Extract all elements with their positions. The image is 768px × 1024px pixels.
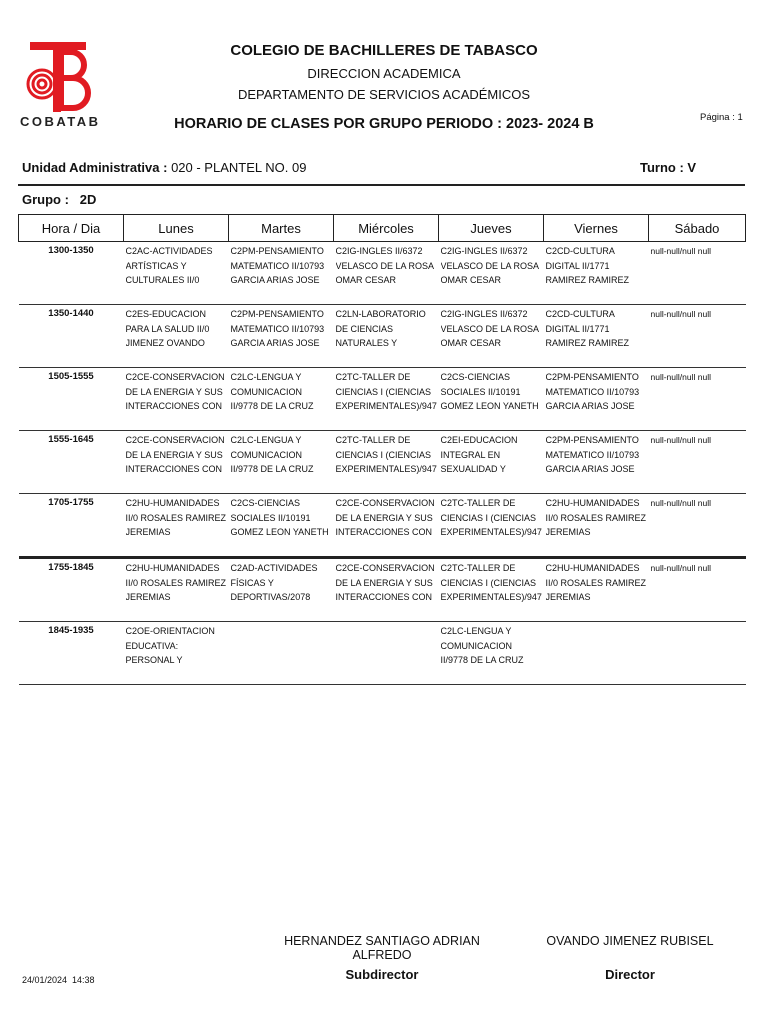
table-row bbox=[19, 242, 746, 305]
class-cell: C2TC-TALLER DE CIENCIAS I (CIENCIAS EXPERIMENTALES)/947 bbox=[334, 368, 439, 431]
grupo-label: Grupo : bbox=[22, 192, 69, 207]
direction-name: DIRECCION ACADEMICA bbox=[307, 66, 461, 81]
unidad-label: Unidad Administrativa : bbox=[22, 160, 168, 175]
class-cell: null-null/null null bbox=[649, 494, 746, 558]
table-row bbox=[19, 305, 746, 368]
class-cell: C2CE-CONSERVACION DE LA ENERGIA Y SUS INTERACCIONES CON bbox=[334, 558, 439, 622]
print-date: 24/01/2024 bbox=[22, 975, 68, 985]
class-cell: C2CD-CULTURA DIGITAL II/1771 RAMIREZ RAMIREZ bbox=[544, 242, 649, 305]
class-cell: C2HU-HUMANIDADES II/0 ROSALES RAMIREZ JEREMIAS bbox=[124, 494, 229, 558]
turno: Turno : V bbox=[640, 160, 697, 175]
class-cell: C2OE-ORIENTACION EDUCATIVA: PERSONAL Y bbox=[124, 622, 229, 685]
class-cell: C2PM-PENSAMIENTO MATEMATICO II/10793 GARCIA ARIAS JOSE bbox=[229, 242, 334, 305]
header-martes: Martes bbox=[229, 215, 334, 242]
hora-cell: 1555-1645 bbox=[19, 431, 124, 494]
class-cell: null-null/null null bbox=[649, 558, 746, 622]
header-miercoles: Miércoles bbox=[334, 215, 439, 242]
table-header-row bbox=[19, 215, 746, 242]
director-role: Director bbox=[605, 967, 655, 982]
grupo-value: 2D bbox=[79, 192, 97, 207]
table-row bbox=[19, 368, 746, 431]
header-lunes: Lunes bbox=[124, 215, 229, 242]
class-cell: null-null/null null bbox=[649, 242, 746, 305]
class-cell bbox=[544, 622, 649, 685]
schedule-table bbox=[18, 214, 746, 685]
unidad-administrativa bbox=[22, 160, 306, 175]
grupo bbox=[22, 192, 96, 207]
class-cell: C2CS-CIENCIAS SOCIALES II/10191 GOMEZ LEON YANETH bbox=[229, 494, 334, 558]
class-cell: C2PM-PENSAMIENTO MATEMATICO II/10793 GARCIA ARIAS JOSE bbox=[229, 305, 334, 368]
class-cell: C2PM-PENSAMIENTO MATEMATICO II/10793 GARCIA ARIAS JOSE bbox=[544, 368, 649, 431]
class-cell: C2CE-CONSERVACION DE LA ENERGIA Y SUS INTERACCIONES CON bbox=[334, 494, 439, 558]
class-cell: C2IG-INGLES II/6372 VELASCO DE LA ROSA OMAR CESAR bbox=[439, 305, 544, 368]
class-cell bbox=[649, 622, 746, 685]
class-cell bbox=[334, 622, 439, 685]
class-cell: C2CE-CONSERVACION DE LA ENERGIA Y SUS INTERACCIONES CON bbox=[124, 431, 229, 494]
class-cell: C2LC-LENGUA Y COMUNICACION II/9778 DE LA CRUZ bbox=[229, 431, 334, 494]
logo-text: COBATAB bbox=[20, 114, 101, 129]
class-cell: C2AD-ACTIVIDADES FÍSICAS Y DEPORTIVAS/2078 bbox=[229, 558, 334, 622]
hora-cell: 1845-1935 bbox=[19, 622, 124, 685]
class-cell: C2HU-HUMANIDADES II/0 ROSALES RAMIREZ JEREMIAS bbox=[544, 494, 649, 558]
page-number: Página : 1 bbox=[700, 112, 743, 123]
class-cell: C2TC-TALLER DE CIENCIAS I (CIENCIAS EXPERIMENTALES)/947 bbox=[334, 431, 439, 494]
class-cell: C2AC-ACTIVIDADES ARTÍSTICAS Y CULTURALES II/0 bbox=[124, 242, 229, 305]
header-viernes: Viernes bbox=[544, 215, 649, 242]
class-cell: C2ES-EDUCACION PARA LA SALUD II/0 JIMENEZ OVANDO bbox=[124, 305, 229, 368]
document-title: HORARIO DE CLASES POR GRUPO PERIODO : 2023- 2024 B bbox=[174, 116, 594, 132]
table-row bbox=[19, 622, 746, 685]
hora-cell: 1300-1350 bbox=[19, 242, 124, 305]
header-hora: Hora / Dia bbox=[19, 215, 124, 242]
class-cell bbox=[229, 622, 334, 685]
class-cell: C2LC-LENGUA Y COMUNICACION II/9778 DE LA CRUZ bbox=[229, 368, 334, 431]
header-sabado: Sábado bbox=[649, 215, 746, 242]
institution-name: COLEGIO DE BACHILLERES DE TABASCO bbox=[230, 42, 538, 59]
unidad-value: 020 - PLANTEL NO. 09 bbox=[171, 160, 307, 175]
hora-cell: 1350-1440 bbox=[19, 305, 124, 368]
class-cell: C2IG-INGLES II/6372 VELASCO DE LA ROSA OMAR CESAR bbox=[334, 242, 439, 305]
class-cell: C2CS-CIENCIAS SOCIALES II/10191 GOMEZ LEON YANETH bbox=[439, 368, 544, 431]
department-name: DEPARTAMENTO DE SERVICIOS ACADÉMICOS bbox=[237, 87, 531, 102]
class-cell: C2TC-TALLER DE CIENCIAS I (CIENCIAS EXPERIMENTALES)/947 bbox=[439, 558, 544, 622]
class-cell: C2EI-EDUCACION INTEGRAL EN SEXUALIDAD Y bbox=[439, 431, 544, 494]
subdirector-name: HERNANDEZ SANTIAGO ADRIAN ALFREDO bbox=[284, 934, 480, 962]
class-cell: C2HU-HUMANIDADES II/0 ROSALES RAMIREZ JEREMIAS bbox=[544, 558, 649, 622]
class-cell: C2PM-PENSAMIENTO MATEMATICO II/10793 GARCIA ARIAS JOSE bbox=[544, 431, 649, 494]
divider bbox=[18, 184, 745, 186]
class-cell: C2IG-INGLES II/6372 VELASCO DE LA ROSA OMAR CESAR bbox=[439, 242, 544, 305]
subdirector-role: Subdirector bbox=[345, 967, 419, 982]
class-cell: null-null/null null bbox=[649, 431, 746, 494]
class-cell: C2CD-CULTURA DIGITAL II/1771 RAMIREZ RAMIREZ bbox=[544, 305, 649, 368]
table-row bbox=[19, 558, 746, 622]
table-row bbox=[19, 431, 746, 494]
class-cell: C2CE-CONSERVACION DE LA ENERGIA Y SUS INTERACCIONES CON bbox=[124, 368, 229, 431]
hora-cell: 1705-1755 bbox=[19, 494, 124, 558]
class-cell: C2HU-HUMANIDADES II/0 ROSALES RAMIREZ JEREMIAS bbox=[124, 558, 229, 622]
hora-cell: 1505-1555 bbox=[19, 368, 124, 431]
class-cell: null-null/null null bbox=[649, 368, 746, 431]
table-row bbox=[19, 494, 746, 558]
print-time: 14:38 bbox=[72, 975, 95, 985]
class-cell: null-null/null null bbox=[649, 305, 746, 368]
director-name: OVANDO JIMENEZ RUBISEL bbox=[546, 934, 714, 948]
hora-cell: 1755-1845 bbox=[19, 558, 124, 622]
class-cell: C2LC-LENGUA Y COMUNICACION II/9778 DE LA CRUZ bbox=[439, 622, 544, 685]
class-cell: C2LN-LABORATORIO DE CIENCIAS NATURALES Y bbox=[334, 305, 439, 368]
class-cell: C2TC-TALLER DE CIENCIAS I (CIENCIAS EXPERIMENTALES)/947 bbox=[439, 494, 544, 558]
header-jueves: Jueves bbox=[439, 215, 544, 242]
